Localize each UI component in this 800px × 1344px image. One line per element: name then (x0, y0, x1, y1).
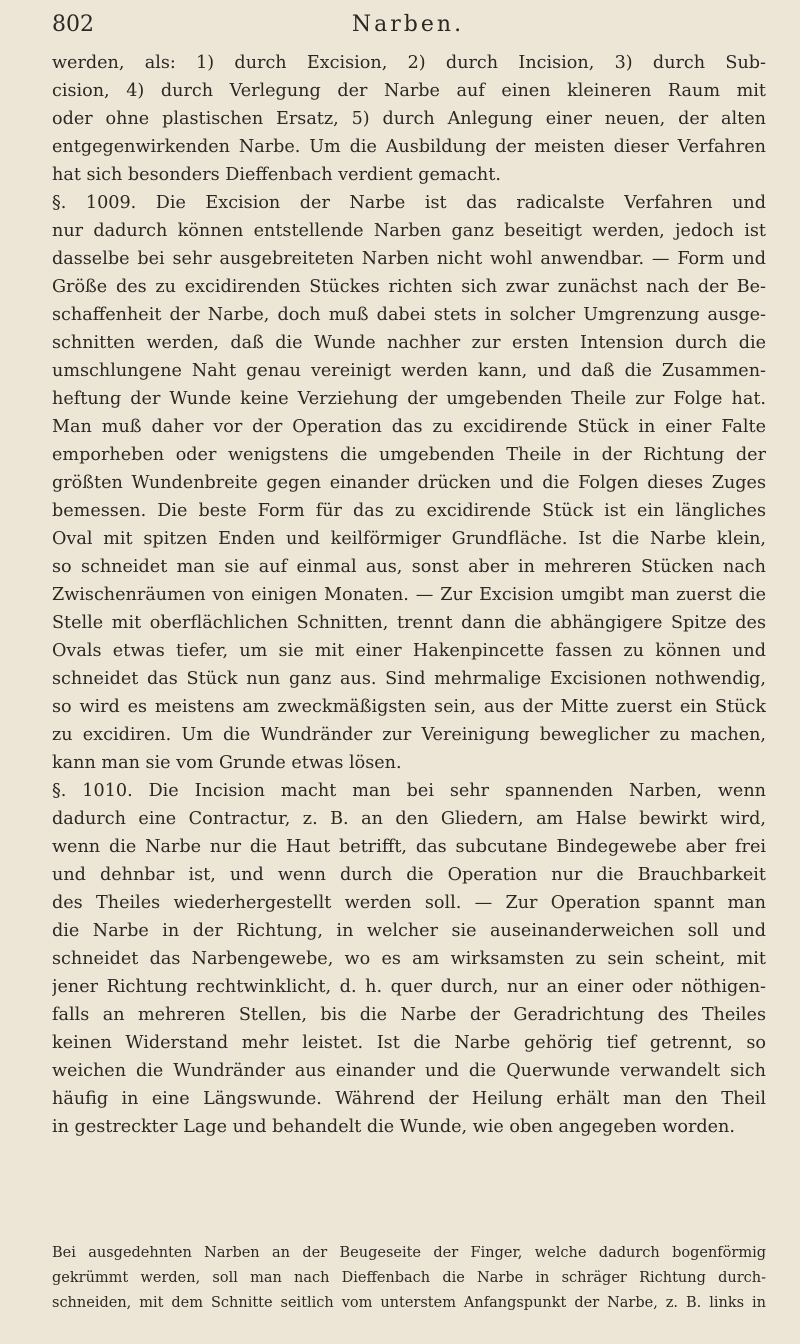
text-line: bemessen. Die beste Form für das zu excidirende Stück ist ein längliches (52, 501, 766, 521)
text-line: cision, 4) durch Verlegung der Narbe auf einen kleineren Raum mit (52, 81, 766, 101)
text-line: emporheben oder wenigstens die umgebenden Theile in der Richtung der (52, 445, 766, 465)
text-line: schaffenheit der Narbe, doch muß dabei stets in solcher Umgrenzung ausge- (52, 305, 766, 325)
text-line: häufig in eine Längswunde. Während der Heilung erhält man den Theil (52, 1089, 766, 1109)
text-line: dadurch eine Contractur, z. B. an den Gliedern, am Halse bewirkt wird, (52, 809, 766, 829)
text-line: Größe des zu excidirenden Stückes richten sich zwar zunächst nach der Be- (52, 277, 766, 297)
body-text (52, 49, 766, 1141)
footnote-line: Bei ausgedehnten Narben an der Beugeseite der Finger, welche dadurch bogenförmig (52, 1245, 766, 1261)
text-line: werden, als: 1) durch Excision, 2) durch Incision, 3) durch Sub- (52, 53, 766, 73)
text-line: so wird es meistens am zweckmäßigsten sein, aus der Mitte zuerst ein Stück (52, 697, 766, 717)
text-line: Oval mit spitzen Enden und keilförmiger Grundfläche. Ist die Narbe klein, (52, 529, 766, 549)
text-line: und dehnbar ist, und wenn durch die Operation nur die Brauchbarkeit (52, 865, 766, 885)
text-line: §. 1009. Die Excision der Narbe ist das radicalste Verfahren und (52, 193, 766, 213)
text-line: die Narbe in der Richtung, in welcher sie auseinanderweichen soll und (52, 921, 766, 941)
text-line: des Theiles wiederhergestellt werden soll. — Zur Operation spannt man (52, 893, 766, 913)
text-line: schneidet das Narbengewebe, wo es am wirksamsten zu sein scheint, mit (52, 949, 766, 969)
text-line: falls an mehreren Stellen, bis die Narbe der Geradrichtung des Theiles (52, 1005, 766, 1025)
text-line: dasselbe bei sehr ausgebreiteten Narben nicht wohl anwendbar. — Form und (52, 249, 766, 269)
text-line: jener Richtung rechtwinklicht, d. h. quer durch, nur an einer oder nöthigen- (52, 977, 766, 997)
text-line: heftung der Wunde keine Verziehung der umgebenden Theile zur Folge hat. (52, 389, 766, 409)
text-line: Man muß daher vor der Operation das zu excidirende Stück in einer Falte (52, 417, 766, 437)
text-line: weichen die Wundränder aus einander und die Querwunde verwandelt sich (52, 1061, 766, 1081)
text-line: nur dadurch können entstellende Narben ganz beseitigt werden, jedoch ist (52, 221, 766, 241)
text-line: keinen Widerstand mehr leistet. Ist die Narbe gehörig tief getrennt, so (52, 1033, 766, 1053)
footnote-line: schneiden, mit dem Schnitte seitlich vom unterstem Anfangspunkt der Narbe, z. B. links in (52, 1295, 766, 1311)
text-line: entgegenwirkenden Narbe. Um die Ausbildung der meisten dieser Verfahren (52, 137, 766, 157)
text-line: Zwischenräumen von einigen Monaten. — Zur Excision umgibt man zuerst die (52, 585, 766, 605)
running-title: Narben. (351, 11, 465, 37)
text-line: schneidet das Stück nun ganz aus. Sind mehrmalige Excisionen nothwendig, (52, 669, 766, 689)
text-line: Ovals etwas tiefer, um sie mit einer Hakenpincette fassen zu können und (52, 641, 766, 661)
text-line: §. 1010. Die Incision macht man bei sehr spannenden Narben, wenn (52, 781, 766, 801)
text-line: kann man sie vom Grunde etwas lösen. (52, 753, 402, 773)
text-line: größten Wundenbreite gegen einander drücken und die Folgen dieses Zuges (52, 473, 766, 493)
footnote (52, 1241, 766, 1316)
text-line: in gestreckter Lage und behandelt die Wunde, wie oben angegeben worden. (52, 1117, 735, 1137)
text-line: umschlungene Naht genau vereinigt werden kann, und daß die Zusammen- (52, 361, 766, 381)
text-line: so schneidet man sie auf einmal aus, sonst aber in mehreren Stücken nach (52, 557, 766, 577)
text-line: Stelle mit oberflächlichen Schnitten, trennt dann die abhängigere Spitze des (52, 613, 766, 633)
text-line: oder ohne plastischen Ersatz, 5) durch Anlegung einer neuen, der alten (52, 109, 766, 129)
footnote-line: gekrümmt werden, soll man nach Dieffenbach die Narbe in schräger Richtung durch- (52, 1270, 766, 1286)
page-number: 802 (52, 12, 94, 37)
running-head (52, 6, 764, 42)
text-line: zu excidiren. Um die Wundränder zur Vereinigung beweglicher zu machen, (52, 725, 766, 745)
text-line: schnitten werden, daß die Wunde nachher zur ersten Intension durch die (52, 333, 766, 353)
text-line: hat sich besonders Dieffenbach verdient gemacht. (52, 165, 501, 185)
text-line: wenn die Narbe nur die Haut betrifft, das subcutane Bindegewebe aber frei (52, 837, 766, 857)
